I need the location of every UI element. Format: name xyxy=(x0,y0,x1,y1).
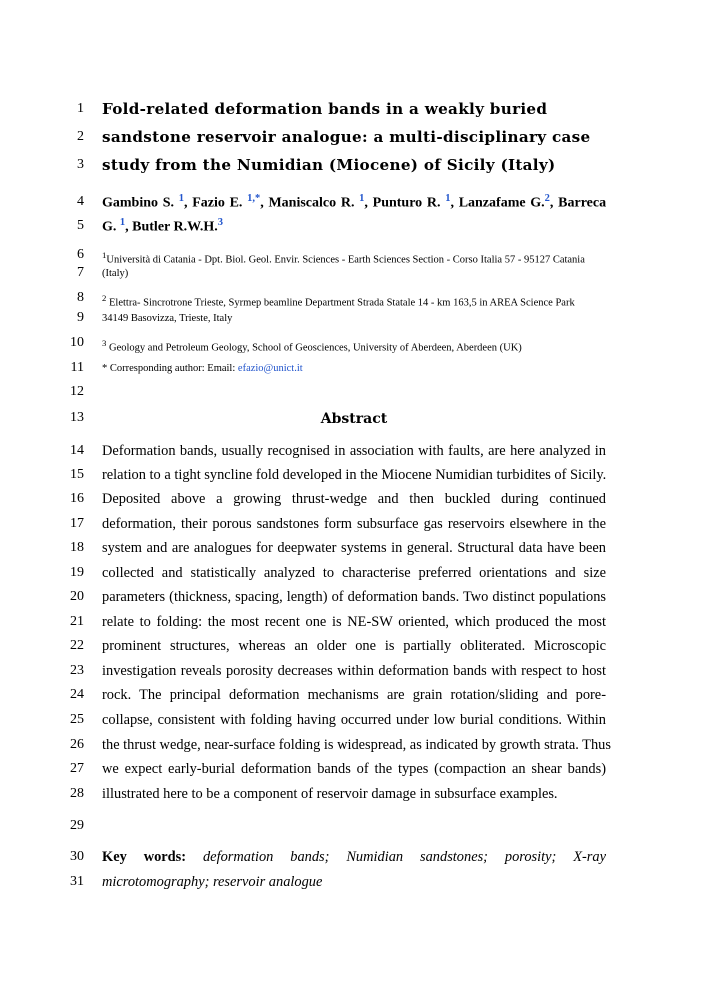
abstract-line: collapse, consistent with folding having occurred under low burial conditions. Within xyxy=(102,712,606,728)
abstract-line: rock. The principal deformation mechanisms are grain rotation/sliding and pore- xyxy=(102,687,606,703)
line-number: 6 xyxy=(77,247,84,262)
line-number: 16 xyxy=(70,491,84,506)
corresponding-author xyxy=(102,363,606,374)
corresponding-email-link[interactable]: efazio@unict.it xyxy=(237,363,303,374)
line-number: 26 xyxy=(70,737,84,752)
author-name: Barreca xyxy=(558,195,607,211)
keywords-text: deformation bands; Numidian sandstones; porosity; X-ray xyxy=(202,849,606,865)
line-number: 11 xyxy=(70,360,84,375)
abstract-line: illustrated here to be a component of reservoir damage in subsurface examples. xyxy=(102,786,558,802)
abstract-line: investigation reveals porosity decreases within deformation bands with respect to host xyxy=(102,663,606,679)
line-number: 29 xyxy=(70,818,84,833)
affiliation-3 xyxy=(102,338,606,354)
author-list-line-2: G. $^1$, Butler R.W.H.$^3$ xyxy=(102,217,223,235)
abstract-line: parameters (thickness, spacing, length) of deformation bands. Two distinct populations xyxy=(102,589,606,605)
line-number: 21 xyxy=(70,614,84,629)
line-number: 19 xyxy=(70,565,84,580)
author-name: Lanzafame G. xyxy=(458,195,545,211)
affiliation-1 xyxy=(102,250,606,266)
line-number: 15 xyxy=(70,467,84,482)
keywords-line-1 xyxy=(102,849,606,866)
line-number: 7 xyxy=(77,265,84,280)
affiliation-1-cont: (Italy) xyxy=(102,268,129,279)
line-number: 2 xyxy=(77,129,84,144)
line-number: 25 xyxy=(70,712,84,727)
abstract-heading: Abstract xyxy=(320,411,388,427)
author-name: Punturo R. xyxy=(372,195,441,211)
line-number: 24 xyxy=(70,687,84,702)
line-number: 1 xyxy=(77,101,84,116)
line-number: 22 xyxy=(70,638,84,653)
abstract-line: deformation, their porous sandstones form subsurface gas reservoirs elsewhere in the xyxy=(102,516,606,532)
author-affiliation-ref[interactable]: 1 xyxy=(445,193,451,204)
line-number: 18 xyxy=(70,540,84,555)
keywords-line-2 xyxy=(102,874,606,891)
abstract-line: system and are analogues for deepwater systems in general. Structural data have been xyxy=(102,540,606,556)
affiliation-text: Università di Catania - Dpt. Biol. Geol. Envir. Sciences - Earth Sciences Section - Corso Italia 57 - 95127 Catania xyxy=(106,254,585,266)
line-number: 17 xyxy=(70,516,84,531)
author-list-line-1: Gambino S. $^1$, Fazio E. $^{1,*}$, Maniscalco R. $^1$, Punturo R. $^1$, Lanzafame G.$^2$, Barreca xyxy=(102,193,607,211)
line-number: 9 xyxy=(77,310,84,325)
affiliation-number: 3 xyxy=(102,338,107,348)
line-number: 3 xyxy=(77,157,84,172)
line-number: 12 xyxy=(70,384,84,399)
abstract-line: the thrust wedge, near-surface folding is widespread, as indicated by growth strata. Thus xyxy=(102,737,611,753)
line-number: 31 xyxy=(70,874,84,889)
keywords-text-cont: microtomography; reservoir analogue xyxy=(102,874,323,890)
affiliation-number: 1 xyxy=(102,250,107,260)
title-line: Fold-related deformation bands in a weakly buried xyxy=(102,100,548,118)
abstract-line: collected and statistically analyzed to characterise preferred orientations and size xyxy=(102,565,606,581)
title-line: study from the Numidian (Miocene) of Sicily (Italy) xyxy=(102,156,556,174)
line-number: 14 xyxy=(70,443,84,458)
author-affiliation-ref[interactable]: 1 xyxy=(359,193,365,204)
line-number: 10 xyxy=(70,335,84,350)
author-name: Maniscalco R. xyxy=(268,195,355,211)
affiliation-text: Geology and Petroleum Geology, School of Geosciences, University of Aberdeen, Aberdeen (UK) xyxy=(106,342,522,354)
line-number: 30 xyxy=(70,849,84,864)
line-number: 4 xyxy=(77,194,84,209)
author-name: Fazio E. xyxy=(192,195,243,211)
author-affiliation-ref[interactable]: 2 xyxy=(544,193,550,204)
author-name: Gambino S. xyxy=(102,195,175,211)
line-number: 28 xyxy=(70,786,84,801)
keywords-label: Key words: xyxy=(102,849,187,865)
abstract-line: Deformation bands, usually recognised in association with faults, are here analyzed in xyxy=(102,443,606,459)
affiliation-2 xyxy=(102,293,606,309)
author-name: Butler R.W.H. xyxy=(132,219,218,235)
affiliation-2-cont: 34149 Basovizza, Trieste, Italy xyxy=(102,313,233,324)
abstract-line: relation to a tight syncline fold developed in the Miocene Numidian turbidites of Sicily. xyxy=(102,467,607,483)
author-affiliation-ref[interactable]: 1 xyxy=(178,193,184,204)
line-number: 5 xyxy=(77,218,84,233)
line-number: 13 xyxy=(70,410,84,425)
line-number: 20 xyxy=(70,589,84,604)
line-number: 8 xyxy=(77,290,84,305)
abstract-line: prominent structures, whereas an older one is partially obliterated. Microscopic xyxy=(102,638,606,654)
abstract-line: relate to folding: the most recent one is NE-SW oriented, which produced the most xyxy=(102,614,606,630)
author-name: G. xyxy=(102,219,117,235)
author-affiliation-ref[interactable]: 3 xyxy=(217,217,223,228)
affiliation-number: 2 xyxy=(102,293,107,303)
abstract-line: we expect early-burial deformation bands of the types (compaction an shear bands) xyxy=(102,761,606,777)
title-line: sandstone reservoir analogue: a multi-disciplinary case xyxy=(102,128,591,146)
line-number: 23 xyxy=(70,663,84,678)
line-number: 27 xyxy=(70,761,84,776)
affiliation-text: Elettra- Sincrotrone Trieste, Syrmep beamline Department Strada Statale 14 - km 163,5 in AREA Science Park xyxy=(106,297,575,309)
author-affiliation-ref[interactable]: 1 xyxy=(119,217,126,228)
author-affiliation-ref[interactable]: 1,* xyxy=(247,193,261,204)
abstract-line: Deposited above a growing thrust-wedge and then buckled during continued xyxy=(102,491,606,507)
corresponding-label: * Corresponding author: Email: xyxy=(102,363,238,374)
